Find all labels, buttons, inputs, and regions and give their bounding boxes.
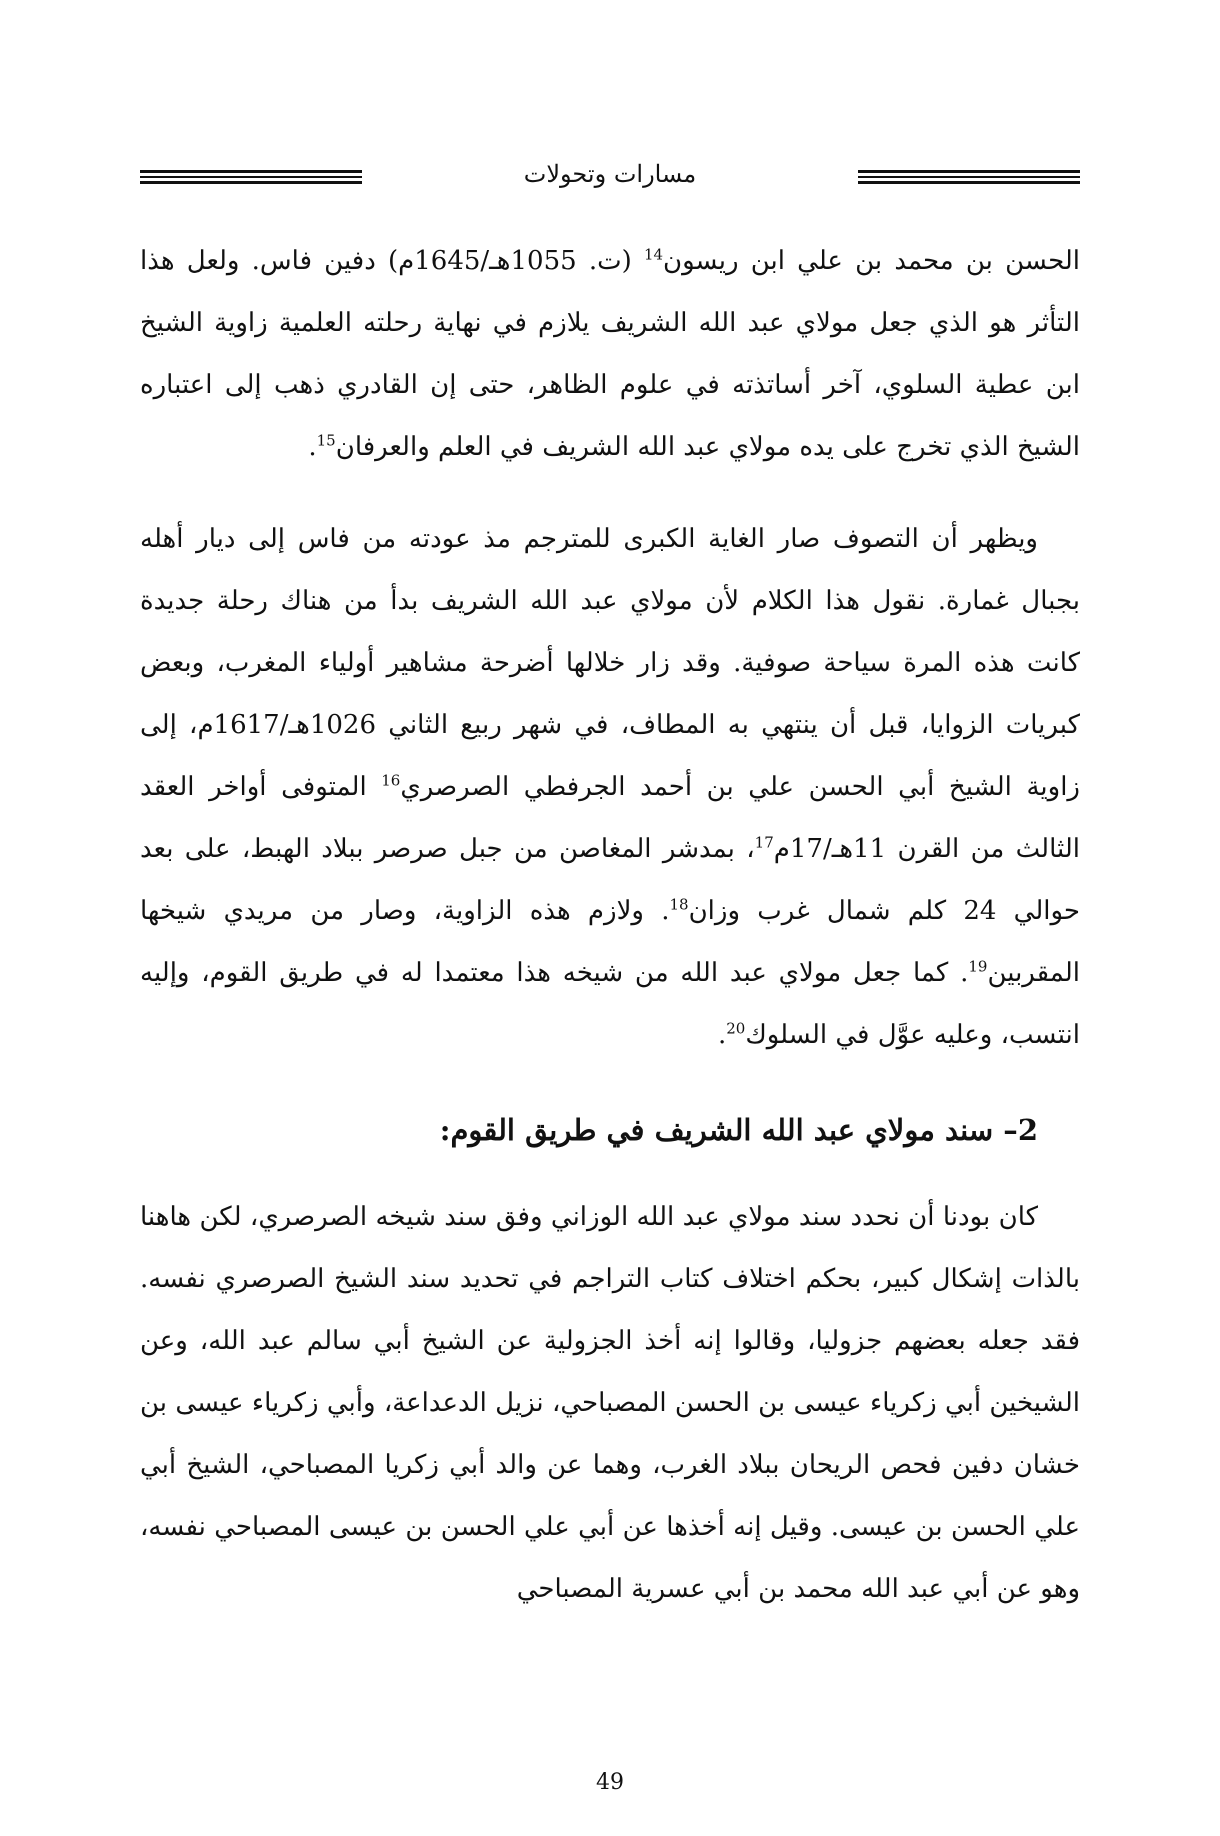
text-run: . bbox=[308, 432, 317, 462]
text-run: كان بودنا أن نحدد سند مولاي عبد الله الوزاني وفق سند شيخه الصرصري، لكن هاهنا بالذات إشكال كبير، بحكم اختلاف كتاب التراجم في تحديد سند الشيخ الصرصري نفسه. فقد جعله بعضهم جزوليا، وقالوا إنه أخذ الجزولية عن الشيخ أبي سالم عبد الله، وعن الشيخين أبي زكرياء عيسى بن الحسن المصباحي، نزيل الدعداعة، وأبي زكرياء عيسى بن خشان دفين فحص الريحان ببلاد الغرب، وهما عن والد أبي زكريا المصباحي، الشيخ أبي علي الحسن بن عيسى. وقيل إنه أخذها عن أبي علي الحسن بن عيسى المصباحي نفسه، وهو عن أبي عبد الله محمد بن أبي عسرية المصباحي bbox=[140, 1202, 1080, 1604]
text-run: (ت. 1055هـ/1645م) دفين فاس. ولعل هذا التأثر هو الذي جعل مولاي عبد الله الشريف يلازم في نهاية رحلته العلمية زاوية الشيخ ابن عطية السلوي، آخر أساتذته في علوم الظاهر، حتى إن القادري ذهب إلى اعتباره الشيخ الذي تخرج على يده مولاي عبد الله الشريف في العلم والعرفان bbox=[140, 246, 1080, 462]
paragraph-1 bbox=[140, 230, 1080, 478]
paragraph-gap bbox=[140, 478, 1080, 508]
text-run: المتوفى أواخر العقد الثالث من القرن 11هـ/17م bbox=[140, 772, 1080, 864]
running-header bbox=[140, 160, 1080, 200]
paragraph-2 bbox=[140, 508, 1080, 1066]
footnote-marker: 15 bbox=[316, 431, 336, 450]
footnote-marker: 19 bbox=[968, 957, 988, 976]
footnote-marker: 20 bbox=[726, 1019, 746, 1038]
text-run: ، بمدشر المغاصن من جبل صرصر ببلاد الهبط، على بعد حوالي 24 كلم شمال غرب وزان bbox=[140, 834, 1080, 926]
text-run: الحسن بن محمد بن علي ابن ريسون bbox=[663, 246, 1081, 276]
paragraph-3 bbox=[140, 1186, 1080, 1620]
footnote-marker: 16 bbox=[381, 771, 401, 790]
header-rule-right bbox=[858, 170, 1080, 184]
text-run: ويظهر أن التصوف صار الغاية الكبرى للمترجم مذ عودته من فاس إلى ديار أهله بجبال غمارة. نقول هذا الكلام لأن مولاي عبد الله الشريف بدأ من هناك رحلة جديدة كانت هذه المرة سياحة صوفية. وقد زار خلالها أضرحة مشاهير أولياء المغرب، وبعض كبريات الزوايا، قبل أن ينتهي به المطاف، في شهر ربيع الثاني 1026هـ/1617م، إلى زاوية الشيخ أبي الحسن علي بن أحمد الجرفطي الصرصري bbox=[140, 524, 1080, 802]
footnote-marker: 17 bbox=[754, 833, 774, 852]
text-run: . ولازم هذه الزاوية، وصار من مريدي شيخها المقربين bbox=[140, 896, 1080, 988]
text-run: . bbox=[717, 1020, 727, 1050]
page-body bbox=[140, 230, 1080, 1620]
text-run: . كما جعل مولاي عبد الله من شيخه هذا معتمدا له في طريق القوم، وإليه انتسب، وعليه عوَّل في السلوك bbox=[140, 958, 1080, 1050]
header-title: مسارات وتحولات bbox=[523, 160, 697, 188]
footnote-marker: 18 bbox=[669, 895, 689, 914]
page-number: 49 bbox=[596, 1770, 624, 1795]
footnote-marker: 14 bbox=[643, 245, 664, 264]
section-heading: 2– سند مولاي عبد الله الشريف في طريق القوم: bbox=[439, 1113, 1038, 1147]
